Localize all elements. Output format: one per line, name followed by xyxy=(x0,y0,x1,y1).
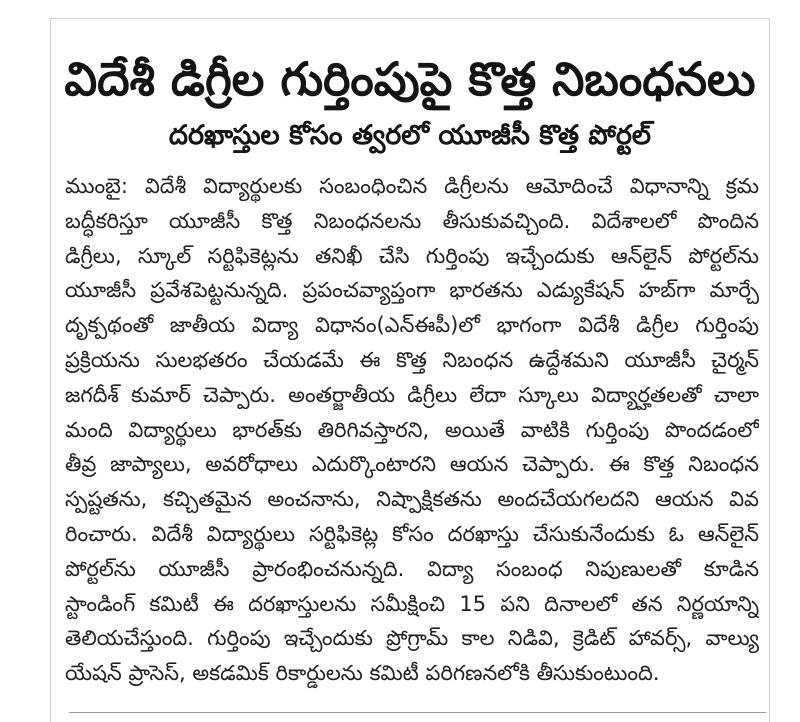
article-body xyxy=(65,169,759,691)
body-line: స్పష్టతను, కచ్చితమైన అంచనాను, నిష్పాక్షికతను అందచేయగలదని ఆయన వివ xyxy=(65,487,759,512)
body-line: రించారు. విదేశీ విద్యార్థులు సర్టిఫికెట్ల కోసం దరఖాస్తు చేసుకునేందుకు ఓ ఆన్‌లైన్ xyxy=(65,521,759,546)
body-line: దృక్పథంతో జాతీయ విద్యా విధానం(ఎన్ఈపీ)లో భాగంగా విదేశీ డిగ్రీల గుర్తింపు xyxy=(65,313,759,338)
body-line: యూజీసీ ప్రవేశపెట్టనున్నది. ప్రపంచవ్యాప్తంగా భారతను ఎడ్యుకేషన్ హబ్‌గా మార్చే xyxy=(65,278,759,303)
body-line: జగదీశ్ కుమార్ చెప్పారు. అంతర్జాతీయ డిగ్రీలు లేదా స్కూలు విద్యార్హతలతో చాలా xyxy=(65,382,759,407)
body-line: పోర్టల్‌ను యూజీసీ ప్రారంభించనున్నది. విద్యా సంబంధ నిపుణులతో కూడిన xyxy=(65,556,759,581)
body-line: తెలియచేస్తుంది. గుర్తింపు ఇచ్చేందుకు ప్రోగ్రామ్ కాల నిడివి, క్రెడిట్ హావర్స్, వాల్యు xyxy=(65,626,759,651)
body-line: మంది విద్యార్థులు భారత్‌కు తిరిగివస్తారని, అయితే వాటికి గుర్తింపు పొందడంలో xyxy=(65,417,759,442)
body-line: ప్రక్రియను సులభతరం చేయడమే ఈ కొత్త నిబంధన ఉద్దేశమని యూజీసీ చైర్మన్ xyxy=(65,347,759,372)
body-line: ముంబై: విదేశీ విద్యార్థులకు సంబంధించిన డిగ్రీలను ఆమోదించే విధానాన్ని క్రమ xyxy=(65,174,759,198)
bottom-divider xyxy=(69,712,766,713)
body-line: బద్ధీకరిస్తూ యూజీసీ కొత్త నిబంధనలను తీసుకువచ్చింది. విదేశాలలో పొందిన xyxy=(65,208,759,233)
body-line: తీవ్ర జాప్యాలు, అవరోధాలు ఎదుర్కొంటారని ఆయన చెప్పారు. ఈ కొత్త నిబంధన xyxy=(65,452,759,477)
news-clipping xyxy=(50,18,770,722)
body-line: యేషన్ ప్రాసెస్, అకడమిక్ రికార్డులను కమిటీ పరిగణనలోకి తీసుకుంటుంది. xyxy=(65,661,660,686)
article-subheadline: దరఖాస్తుల కోసం త్వరలో యూజీసీ కొత్త పోర్టల్ xyxy=(168,120,652,151)
body-line: డిగ్రీలు, స్కూల్ సర్టిఫికెట్లను తనిఖీ చేసి గుర్తింపు ఇచ్చేందుకు ఆన్‌లైన్ పోర్టల్‌ను xyxy=(65,243,759,268)
article-headline: విదేశీ డిగ్రీల గుర్తింపుపై కొత్త నిబంధనలు xyxy=(64,52,756,106)
body-line: స్టాండింగ్ కమిటీ ఈ దరఖాస్తులను సమీక్షించి 15 పని దినాలలో తన నిర్ణయాన్ని xyxy=(65,591,759,616)
